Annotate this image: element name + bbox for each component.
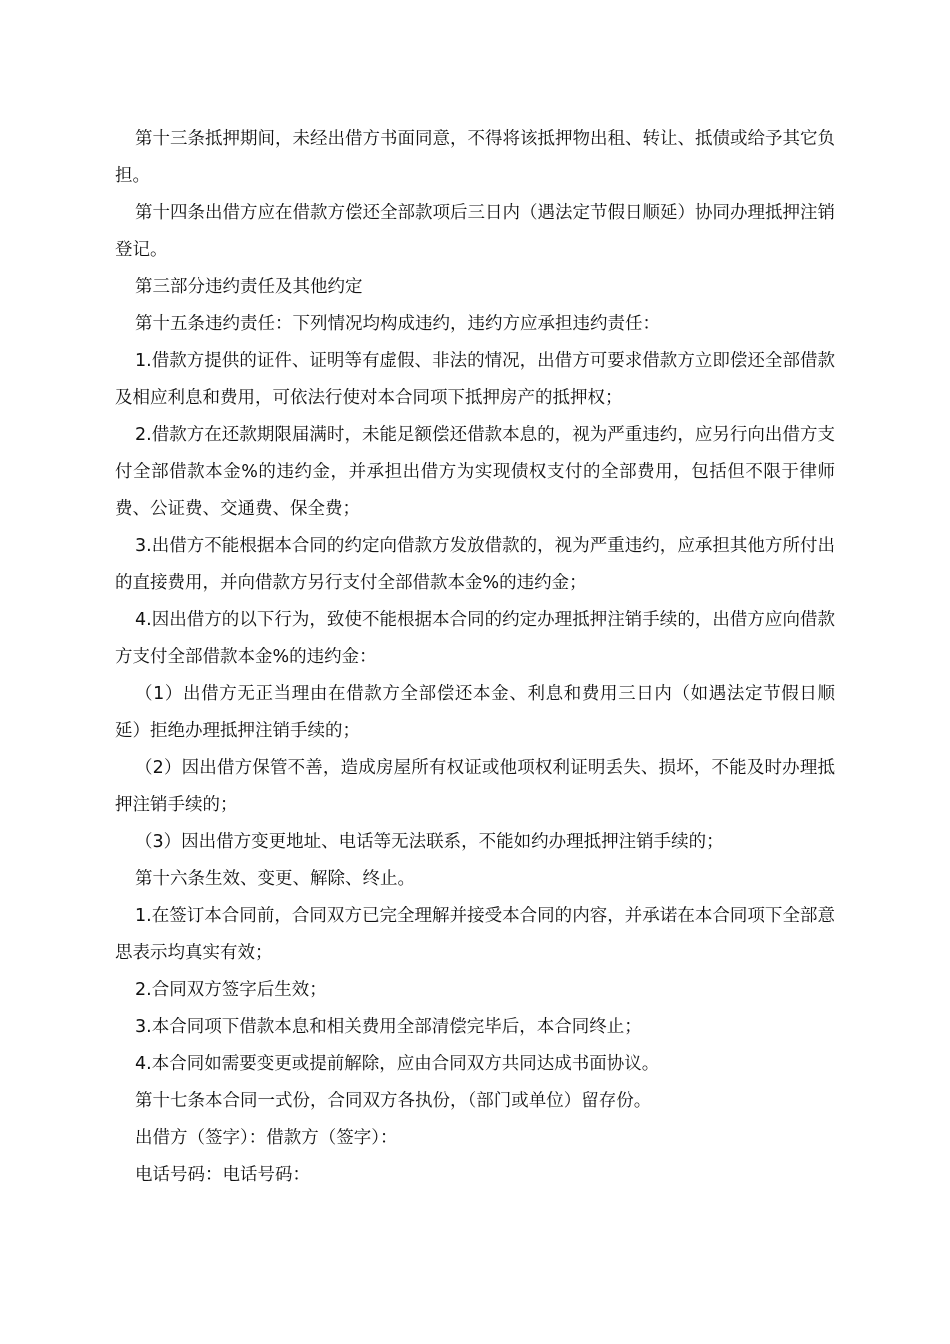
- clause-15-item-4-sub-3: （3）因出借方变更地址、电话等无法联系，不能如约办理抵押注销手续的；: [135, 832, 724, 852]
- clause-16-item-3: 3.本合同项下借款本息和相关费用全部清偿完毕后，本合同终止；: [135, 1017, 642, 1037]
- phone-line: 电话号码：电话号码：: [135, 1165, 310, 1185]
- clause-16-item-2: 2.合同双方签字后生效；: [135, 980, 327, 1000]
- clause-15-item-4: 4.因出借方的以下行为，致使不能根据本合同的约定办理抵押注销手续的，出借方应向借款方支付全部借款本金%的违约金：: [115, 610, 835, 667]
- clause-15-item-4-sub-1: （1）出借方无正当理由在借款方全部偿还本金、利息和费用三日内（如遇法定节假日顺延）拒绝办理抵押注销手续的；: [115, 684, 835, 741]
- clause-15-item-3: 3.出借方不能根据本合同的约定向借款方发放借款的，视为严重违约，应承担其他方所付出的直接费用，并向借款方另行支付全部借款本金%的违约金；: [115, 536, 835, 593]
- clause-15: 第十五条违约责任：下列情况均构成违约，违约方应承担违约责任：: [135, 314, 660, 334]
- clause-16-item-1: 1.在签订本合同前，合同双方已完全理解并接受本合同的内容，并承诺在本合同项下全部意思表示均真实有效；: [115, 906, 835, 963]
- clause-15-item-1: 1.借款方提供的证件、证明等有虚假、非法的情况，出借方可要求借款方立即偿还全部借款及相应利息和费用，可依法行使对本合同项下抵押房产的抵押权；: [115, 351, 835, 408]
- clause-14: 第十四条出借方应在借款方偿还全部款项后三日内（遇法定节假日顺延）协同办理抵押注销登记。: [115, 203, 835, 260]
- document-page: [115, 121, 835, 1194]
- clause-16-item-4: 4.本合同如需要变更或提前解除，应由合同双方共同达成书面协议。: [135, 1054, 660, 1074]
- clause-13: 第十三条抵押期间，未经出借方书面同意，不得将该抵押物出租、转让、抵债或给予其它负担。: [115, 129, 835, 186]
- clause-17: 第十七条本合同一式份，合同双方各执份，（部门或单位）留存份。: [135, 1091, 652, 1111]
- clause-15-item-4-sub-2: （2）因出借方保管不善，造成房屋所有权证或他项权利证明丢失、损坏，不能及时办理抵押注销手续的；: [115, 758, 835, 815]
- clause-15-item-2: 2.借款方在还款期限届满时，未能足额偿还借款本息的，视为严重违约，应另行向出借方支付全部借款本金%的违约金，并承担出借方为实现债权支付的全部费用，包括但不限于律师费、公证费、交通费、保全费；: [115, 425, 835, 519]
- section-heading-part-3: 第三部分违约责任及其他约定: [135, 277, 363, 297]
- clause-16: 第十六条生效、变更、解除、终止。: [135, 869, 415, 889]
- signature-line: 出借方（签字）：借款方（签字）：: [135, 1128, 398, 1148]
